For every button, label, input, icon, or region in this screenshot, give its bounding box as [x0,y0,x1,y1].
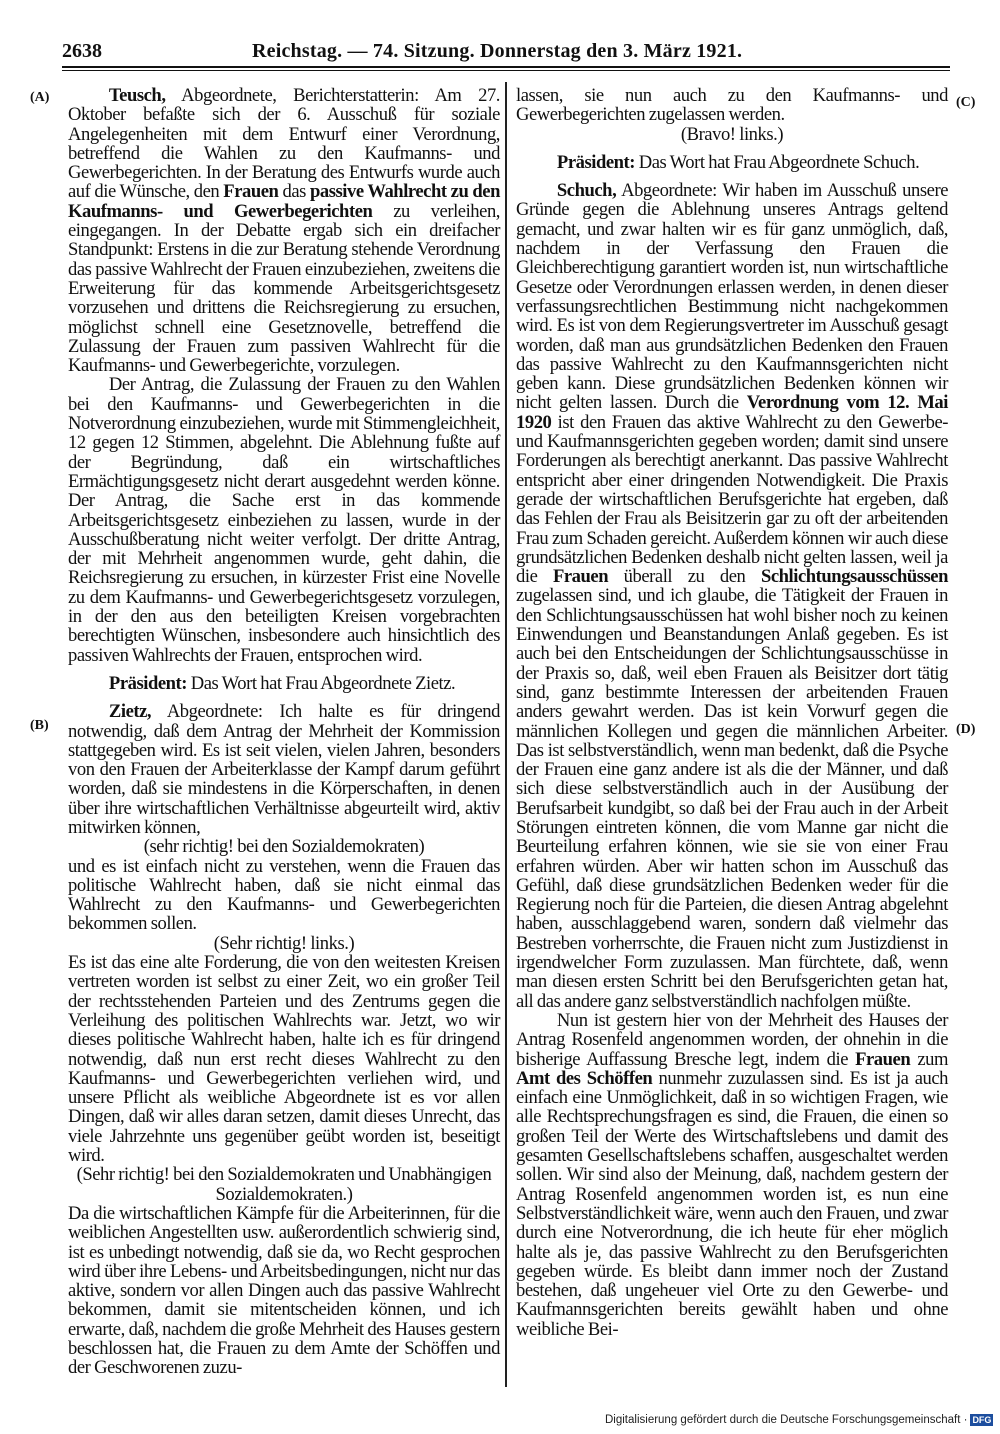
paragraph [68,857,500,934]
header-rule-thin [62,70,950,71]
text-run: das [278,181,310,203]
interjection [68,837,500,856]
text-run: (sehr richtig! bei den Sozialdemokraten) [143,836,425,858]
text-run: (Sehr richtig! bei den Sozialdemokraten und Unabhängigen Sozialdemokraten.) [76,1164,492,1205]
emphasized-text: passive Wahlrecht zu den Kaufmanns- und Gewerbegerichten [68,181,500,222]
paragraph [516,86,948,125]
emphasized-text: Verordnung vom 12. Mai 1920 [516,392,948,433]
text-run: lassen, sie nun auch zu den Kaufmanns- und Gewerbegerichten zugelassen werden. [516,85,948,126]
text-run: Abgeordnete: Ich halte es für dringend notwendig, daß dem Antrag der Mehrheit der Kommission stattgegeben wird. Es ist seit vielen, vielen Jahren, besonders von den Frauen der Arbeiterklasse der Kampf darum geführt worden, daß sie mindestens in die Körperschaften, in denen über ihre wirtschaftlichen Verhältnisse abgeurteilt wird, aktiv mitwirken können, [68,701,500,838]
margin-mark-b: (B) [30,718,49,733]
text-column-left [68,86,500,1378]
speech-paragraph [516,153,948,172]
speech-paragraph [516,181,948,1011]
text-run: ist den Frauen das aktive Wahlrecht zu den Gewerbe- und Kaufmannsgerichten gegeben worden; damit sind unsere Forderungen als berechtigt anerkannt. Das passive Wahlrecht entspricht aber einer dringenden Notwendigkeit. Die Praxis gerade der wirtschaftlichen Berufsgerichte hat ergeben, daß das Fehlen der Frau als Beisitzerin gar zu oft der arbeitenden Frau zum Schaden gereicht. Außerdem können wir auch diese grundsätzlichen Bedenken deshalb nicht gelten lassen, weil ja die [516,411,948,588]
emphasized-text: Frauen [855,1048,911,1070]
text-run: Es ist das eine alte Forderung, die von den weitesten Kreisen vertreten worden ist selbst zu einer Zeit, wo ein großer Teil der rechtsstehenden Parteien und des Zentrums gegen die Verleihung des politischen Wahlrechts war. Jetzt, wo wir dieses politische Wahlrecht haben, halte ich es für dringend notwendig, daß nun erst recht dieses Wahlrecht zu den Kaufmanns- und Gewerbegerichten verliehen wird, und unsere Pflicht als weibliche Abgeordnete ist es vor allen Dingen, daß wir alles daran setzen, damit dieses Unrecht, das viele Jahrzehnte uns gegenüber geübt worden ist, beseitigt wird. [68,952,500,1167]
text-run: (Sehr richtig! links.) [213,932,355,954]
text-run: Nun ist gestern hier von der Mehrheit des Hauses der Antrag Rosenfeld angenommen worden, der ohnehin in die bisherige Auffassung Bresche legt, indem die [516,1009,948,1070]
page-header [62,40,950,66]
emphasized-text: Schuch, [556,180,617,202]
text-run: zugelassen sind, und ich glaube, die Tätigkeit der Frauen in den Schlichtungsausschüssen hat wohl bisher noch zu keinen Einwendungen und Beanstandungen Anlaß gegeben. Es ist auch bei den Entscheidungen der Schlichtungsausschüsse in der Praxis so, daß, weil eben Frauen als Beisitzer dort tätig sind, ganz bestimmte Interessen der arbeitenden Frauen anders gewahrt werden. Das ist kein Vorwurf gegen die männlichen Kollegen und gegen die männlichen Arbeiter. Das ist selbstverständlich, wenn man bedenkt, daß die Psyche der Frauen eine ganz andere ist als die der Männer, und daß sich diese selbstverständlich auch in der Ausübung der Berufsarbeit kundgibt, so daß bei der Frau auch in der Arbeit Störungen eintreten können, die vom Manne gar nicht die Beurteilung erfahren können, wie sie sie von einer Frau erfahren würden. Aber wir hatten schon im Ausschuß das Gefühl, daß diese grundsätzlichen Bedenken weder für die Regierung noch für die Parteien, die diesen Antrag abgelehnt haben, ausschlaggebend waren, sondern daß vielmehr das Bestreben vorherrschte, die Frauen nicht zum Justizdienst in irgendwelcher Form zuzulassen. Man fürchtete, daß, wenn man diesen ersten Schritt bei den Berufsgerichten getan hat, all das andere ganz selbstverständlich nachfolgen müßte. [516,585,948,1012]
dfg-logo: DFG [972,1415,992,1425]
emphasized-text: Frauen [552,566,609,588]
speech-paragraph [68,86,500,375]
emphasized-text: Schlichtungsausschüssen [760,566,948,588]
text-run: Abgeordnete: Wir haben im Ausschuß unsere Gründe gegen die Ablehnung unseres Antrags geltend gemacht, und zwar halten wir es für ganz unmöglich, daß, nachdem in der Verfassung den Frauen die Gleichberechtigung garantiert worden ist, nun wirtschaftliche Gesetze oder Verordnungen erlassen werden, in denen dieser verfassungsrechtlichen Bestimmung nicht nachgekommen wird. Es ist von dem Regierungsvertreter im Ausschuß gesagt worden, daß man aus grundsätzlichen Bedenken den Frauen das passive Wahlrecht zu den Kaufmannsgerichten nicht geben kann. Diese grundsätzlichen Bedenken können wir nicht gelten lassen. Durch die [516,180,948,414]
column-divider [505,82,507,1387]
digitization-credit [605,1414,993,1426]
emphasized-text: Zietz, [108,701,152,723]
margin-mark-c: (C) [956,95,976,110]
speech-paragraph [68,702,500,837]
margin-mark-a: (A) [30,90,50,105]
interjection [516,125,948,144]
speech-paragraph [68,674,500,693]
text-column-right [516,86,948,1339]
credit-text: Digitalisierung gefördert durch die Deutsche Forschungsgemeinschaft · [605,1414,968,1427]
running-title: Reichstag. — 74. Sitzung. Donnerstag den 3. März 1921. [252,40,743,62]
margin-mark-d: (D) [956,722,976,737]
text-run: nunmehr zuzulassen sind. Es ist ja auch einfach eine Unmöglichkeit, daß in so wichtigen Fragen, wie alle Rechtsprechungsfragen es sind, die Frauen, die einen so großen Teil der Werte des Wirtschaftslebens und damit des gesamten Gesellschaftslebens schaffen, ausgeschaltet werden sollen. Wir sind also der Meinung, daß, nachdem gestern der Antrag Rosenfeld angenommen worden ist, es nun eine Selbstverständlichkeit wäre, wenn auch den Frauen, und zwar durch eine Notverordnung, die ich heute für eher möglich halte als je, das passive Wahlrecht zu den Berufsgerichten gegeben würde. Es bleibt dann immer noch der Zustand bestehen, daß ungeheuer viel Orte zu den Gewerbe- und Kaufmannsgerichten bereits gewählt haben und ohne weibliche Bei- [516,1067,949,1340]
paragraph [68,1204,500,1378]
paragraph [516,1011,948,1339]
text-run: (Bravo! links.) [680,123,784,145]
emphasized-text: Amt des Schöffen [516,1067,653,1089]
paragraph [68,953,500,1165]
paragraph [68,375,500,664]
emphasized-text: Teusch, [108,85,166,106]
text-run: und es ist einfach nicht zu verstehen, wenn die Frauen das politische Wahlrecht haben, daß sie nicht einmal das Wahlrecht zu den Kaufmanns- und Gewerbegerichten bekommen sollen. [68,855,500,935]
emphasized-text: Präsident: [108,672,188,694]
emphasized-text: Frauen [223,181,279,203]
page-number: 2638 [62,40,102,62]
text-run: Das Wort hat Frau Abgeordnete Zietz. [187,672,456,694]
text-run: Das Wort hat Frau Abgeordnete Schuch. [635,151,920,173]
interjection [68,934,500,953]
header-rule [62,66,950,68]
text-run: zum [910,1048,948,1070]
text-run: Da die wirtschaftlichen Kämpfe für die Arbeiterinnen, für die weiblichen Angestellten usw. außerordentlich schwierig sind, ist es unbedingt notwendig, daß sie da, wo Recht gesprochen wird über ihre Lebens- und Arbeitsbedingungen, nicht nur das aktive, sondern vor allen Dingen auch das passive Wahlrecht bekommen, damit sie mitentscheiden können, und ich erwarte, daß, nachdem die große Mehrheit des Hauses gestern beschlossen hat, die Frauen zu dem Amte der Schöffen und der Geschworenen zuzu- [68,1202,500,1379]
text-run: überall zu den [608,566,761,588]
emphasized-text: Präsident: [556,151,636,173]
interjection [68,1165,500,1204]
text-run: zu verleihen, eingegangen. In der Debatte ergab sich ein dreifacher Standpunkt: Erstens in die zur Beratung stehende Verordnung das passive Wahlrecht der Frauen einzubeziehen, zweitens die Erweiterung für das kommende Arbeitsgerichtsgesetz vorzusehen und drittens die Reichsregierung zu ersuchen, möglichst schnell eine Gesetznovelle, betreffend die Zulassung der Frauen zum passiven Wahlrecht für die Kaufmanns- und Gewerbegerichte, vorzulegen. [68,200,500,377]
text-run: Der Antrag, die Zulassung der Frauen zu den Wahlen bei den Kaufmanns- und Gewerbegerichten in die Notverordnung einzubeziehen, wurde mit Stimmengleichheit, 12 gegen 12 Stimmen, abgelehnt. Die Ablehnung fußte auf der Begründung, daß ein wirtschaftliches Ermächtigungsgesetz nicht derart ausgedehnt werden könne. Der Antrag, die Sache erst in das kommende Arbeitsgerichtsgesetz einbeziehen zu lassen, wurde in der Ausschußberatung nicht weiter verfolgt. Der dritte Antrag, der mit Mehrheit angenommen wurde, geht dahin, die Reichsregierung zu ersuchen, in kürzester Frist eine Novelle zu dem Kaufmanns- und Gewerbegerichtsgesetz vorzulegen, in der den aus den beteiligten Kreisen vorgebrachten berechtigten Wünschen, insbesondere auch hinsichtlich des passiven Wahlrechts der Frauen, entsprochen wird. [68,374,500,666]
text-run: Abgeordnete, Berichterstatterin: Am 27. Oktober befaßte sich der 6. Ausschuß für soziale Angelegenheiten mit dem Entwurf einer Verordnung, betreffend die Wahlen zu den Kaufmanns- und Gewerbegerichten. In der Beratung des Entwurfs wurde auch auf die Wünsche, den [68,85,500,203]
